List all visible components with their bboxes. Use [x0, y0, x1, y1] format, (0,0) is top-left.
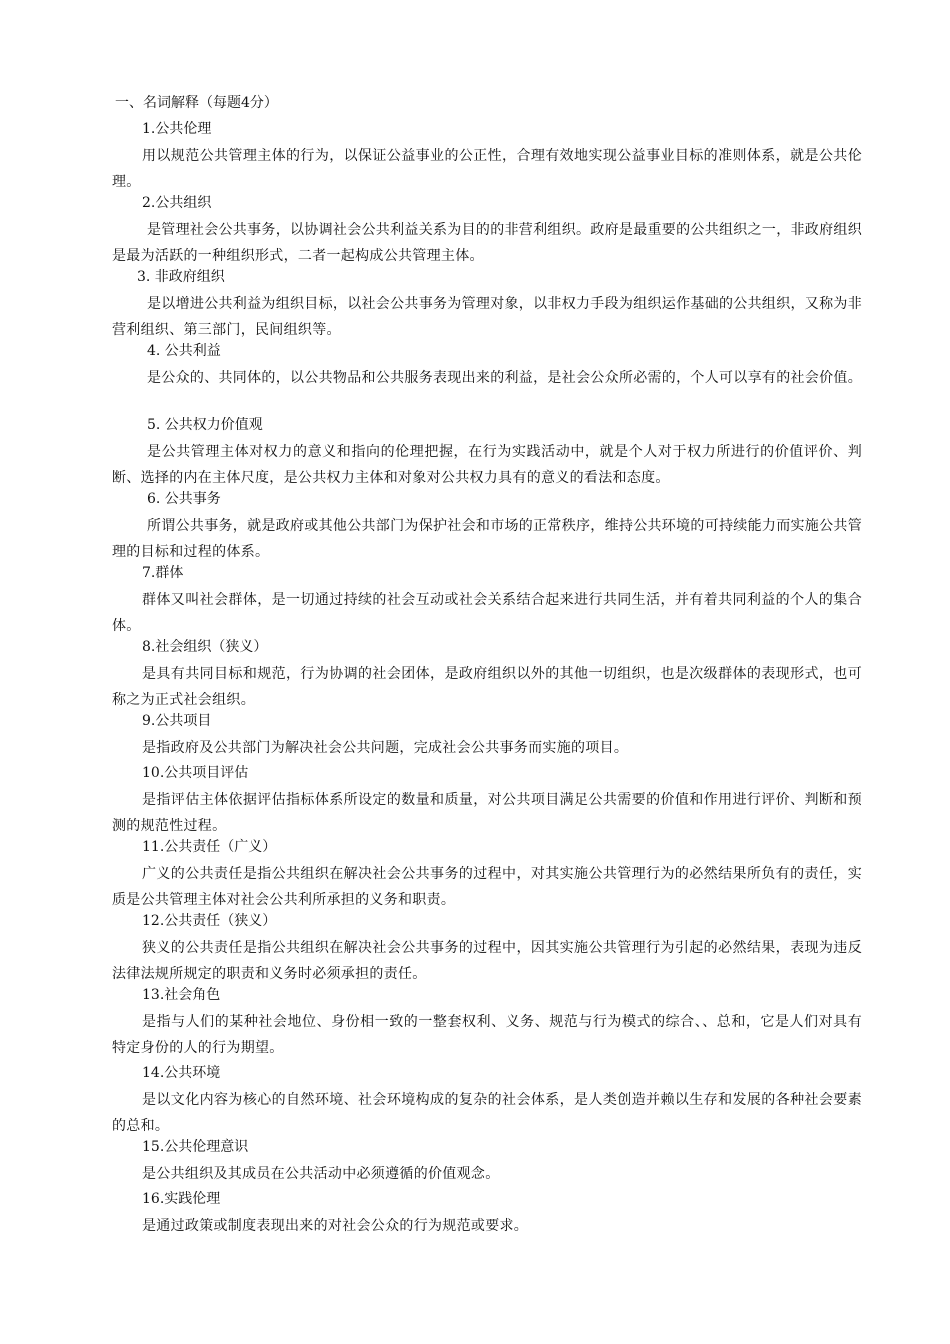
- entry-term: 9.公共项目: [142, 713, 212, 729]
- entry-term: 14.公共环境: [142, 1065, 221, 1081]
- entry-8: [112, 637, 862, 713]
- entry-term: 4. 公共利益: [147, 343, 221, 359]
- entry-term: 8.社会组织（狭义）: [142, 639, 268, 655]
- entry-9: [112, 711, 862, 761]
- entry-3: [112, 267, 862, 343]
- entry-definition: 是公众的、共同体的，以公共物品和公共服务表现出来的利益，是社会公众所必需的，个人可以享有的社会价值。: [147, 370, 862, 386]
- entry-term: 13.社会角色: [142, 987, 221, 1003]
- section-title: 一、名词解释（每题4分）: [115, 95, 278, 111]
- entry-definition: 是公共管理主体对权力的意义和指向的伦理把握，在行为实践活动中，就是个人对于权力所进行的价值评价、判断、选择的内在主体尺度，是公共权力主体和对象对公共权力具有的意义的看法和态度。: [112, 444, 862, 486]
- entry-4: [112, 341, 862, 391]
- entry-1: [112, 119, 862, 195]
- entry-definition: 是指政府及公共部门为解决社会公共问题，完成社会公共事务而实施的项目。: [142, 740, 629, 756]
- entry-definition: 所谓公共事务，就是政府或其他公共部门为保护社会和市场的正常秩序，维持公共环境的可持续能力而实施公共管理的目标和过程的体系。: [112, 518, 862, 560]
- entry-definition: 是公共组织及其成员在公共活动中必须遵循的价值观念。: [142, 1166, 500, 1182]
- entry-term: 7.群体: [142, 565, 184, 581]
- entry-definition: 是以文化内容为核心的自然环境、社会环境构成的复杂的社会体系，是人类创造并赖以生存和发展的各种社会要素的总和。: [112, 1092, 862, 1134]
- entry-7: [112, 563, 862, 639]
- entry-15: [112, 1137, 862, 1187]
- entry-11: [112, 837, 862, 913]
- entry-term: 16.实践伦理: [142, 1191, 221, 1207]
- entry-term: 10.公共项目评估: [142, 765, 249, 781]
- entry-16: [112, 1189, 862, 1239]
- entry-term: 15.公共伦理意识: [142, 1139, 249, 1155]
- entry-term: 5. 公共权力价值观: [147, 417, 263, 433]
- entry-term: 11.公共责任（广义）: [142, 839, 277, 855]
- entry-definition: 狭义的公共责任是指公共组织在解决社会公共事务的过程中，因其实施公共管理行为引起的必然结果，表现为违反法律法规所规定的职责和义务时必须承担的责任。: [112, 940, 862, 982]
- entry-2: [112, 193, 862, 269]
- entry-10: [112, 763, 862, 839]
- entry-definition: 广义的公共责任是指公共组织在解决社会公共事务的过程中，对其实施公共管理行为的必然结果所负有的责任，实质是公共管理主体对社会公共利所承担的义务和职责。: [112, 866, 862, 908]
- entry-definition: 是指与人们的某种社会地位、身份相一致的一整套权利、义务、规范与行为模式的综合、、总和，它是人们对具有特定身份的人的行为期望。: [112, 1014, 862, 1056]
- entry-definition: 是通过政策或制度表现出来的对社会公众的行为规范或要求。: [142, 1218, 529, 1234]
- entry-definition: 群体又叫社会群体，是一切通过持续的社会互动或社会关系结合起来进行共同生活，并有着共同利益的个人的集合体。: [112, 592, 862, 634]
- entry-definition: 用以规范公共管理主体的行为，以保证公益事业的公正性，合理有效地实现公益事业目标的准则体系，就是公共伦理。: [112, 148, 862, 190]
- entry-13: [112, 985, 862, 1061]
- entry-12: [112, 911, 862, 987]
- entry-definition: 是具有共同目标和规范，行为协调的社会团体，是政府组织以外的其他一切组织，也是次级群体的表现形式，也可称之为正式社会组织。: [112, 666, 862, 708]
- entry-term: 6. 公共事务: [147, 491, 221, 507]
- entry-6: [112, 489, 862, 565]
- entry-term: 12.公共责任（狭义）: [142, 913, 277, 929]
- entry-term: 2.公共组织: [142, 195, 212, 211]
- entry-14: [112, 1063, 862, 1139]
- entry-term: 1.公共伦理: [142, 121, 212, 137]
- entry-definition: 是以增进公共利益为组织目标，以社会公共事务为管理对象，以非权力手段为组织运作基础的公共组织，又称为非营利组织、第三部门，民间组织等。: [112, 296, 862, 338]
- entry-definition: 是指评估主体依据评估指标体系所设定的数量和质量，对公共项目满足公共需要的价值和作用进行评价、判断和预测的规范性过程。: [112, 792, 862, 834]
- entry-5: [112, 415, 862, 491]
- entry-term: 3. 非政府组织: [137, 269, 225, 285]
- entry-definition: 是管理社会公共事务，以协调社会公共利益关系为目的的非营利组织。政府是最重要的公共组织之一，非政府组织是最为活跃的一种组织形式，二者一起构成公共管理主体。: [112, 222, 862, 264]
